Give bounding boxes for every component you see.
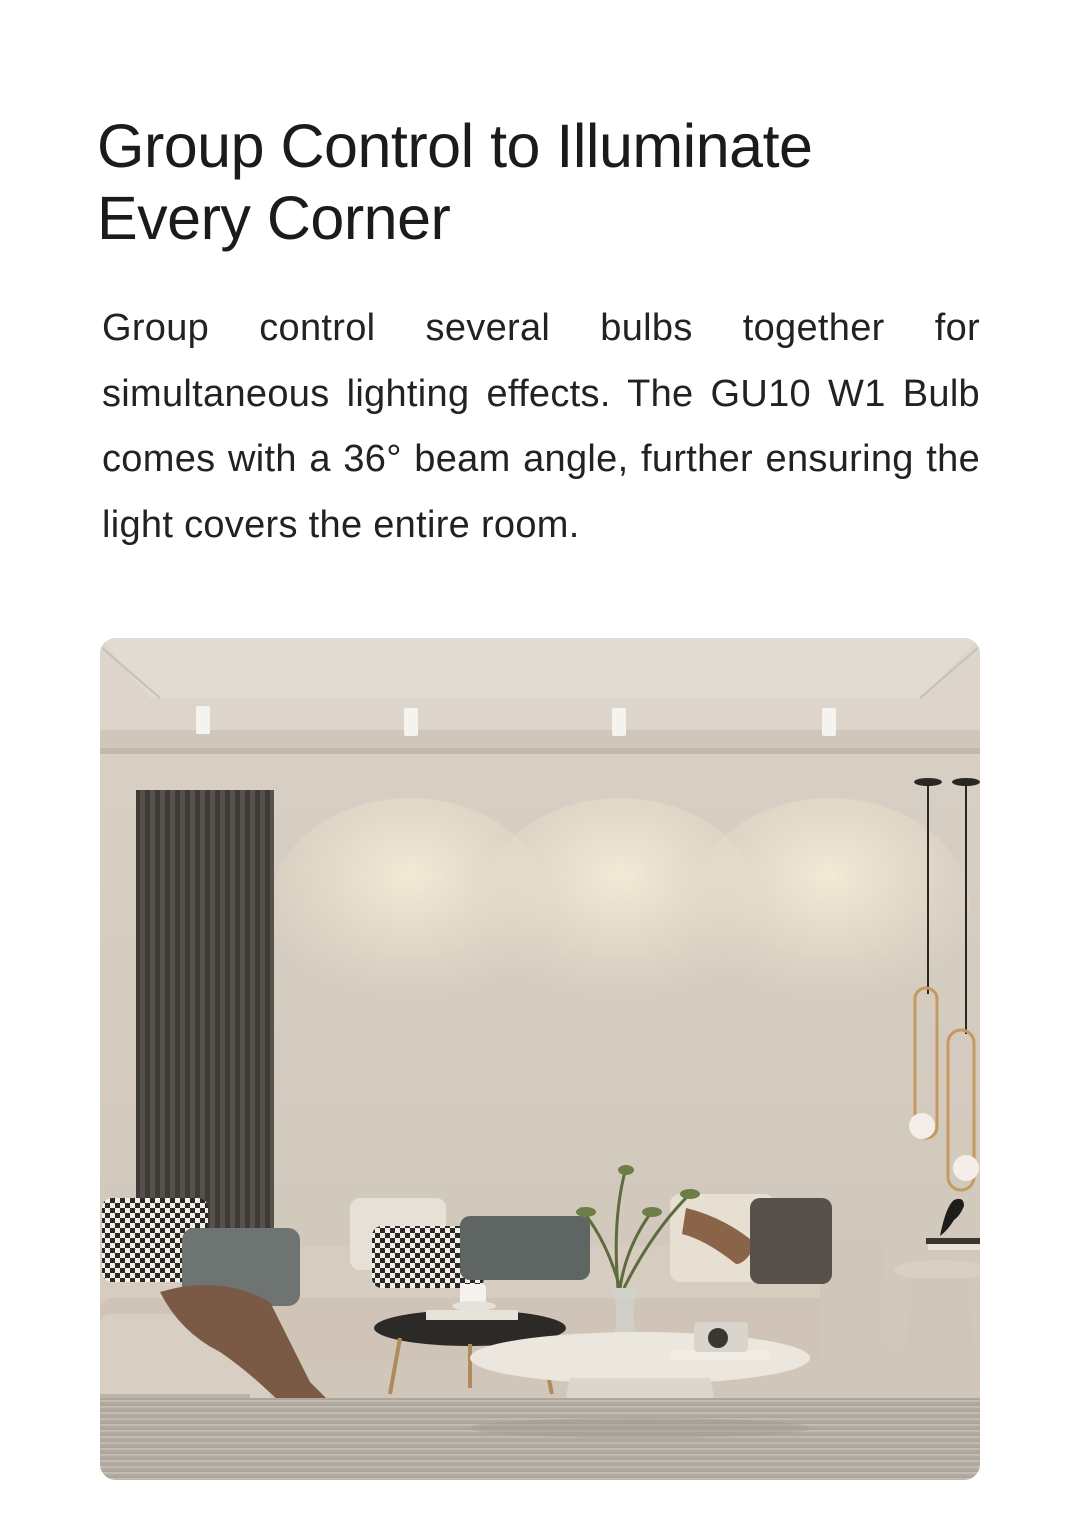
section-description: Group control several bulbs together for simultaneous lighting effects. The GU10 W1 Bulb comes with a 36° beam angle, further ensuring the light covers the entire room.	[102, 307, 980, 546]
section-title	[97, 110, 997, 254]
light-beams	[270, 798, 970, 1018]
living-room-photo	[100, 638, 980, 1480]
title-line-2: Every Corner	[97, 184, 451, 252]
title-line-1: Group Control to Illuminate	[97, 112, 813, 180]
rug	[100, 1398, 980, 1480]
